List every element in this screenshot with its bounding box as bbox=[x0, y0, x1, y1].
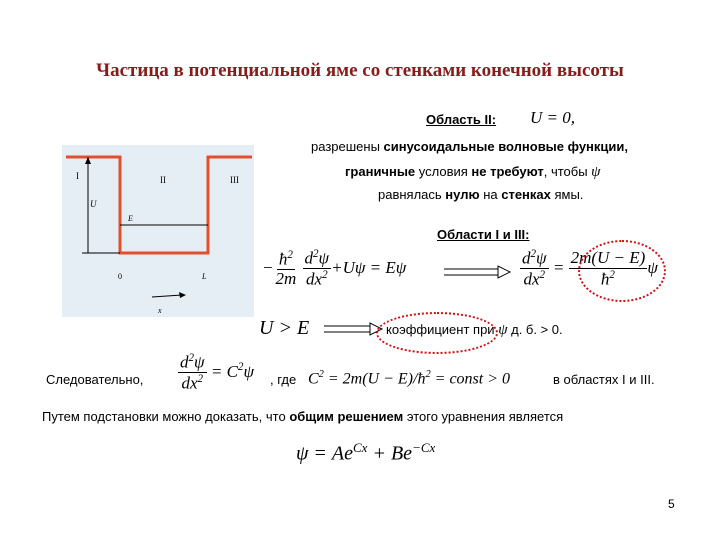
region2-line2-d: , чтобы bbox=[543, 164, 592, 179]
region2-condition-text: U = 0, bbox=[530, 108, 575, 127]
x-axis-arrow bbox=[179, 292, 186, 298]
implication-arrow-1 bbox=[442, 265, 512, 279]
page-number: 5 bbox=[668, 497, 675, 511]
consequently-label: Следовательно, bbox=[46, 372, 144, 387]
coef-text-b: д. б. > 0. bbox=[507, 322, 563, 337]
region2-line1-b: синусоидальные волновые функции, bbox=[383, 139, 629, 154]
highlight-circle-coefficient bbox=[376, 312, 498, 354]
region2-line2-a: граничные bbox=[345, 164, 419, 179]
plus-u-psi: +Uψ = Eψ bbox=[331, 257, 407, 277]
energy-label: E bbox=[128, 214, 133, 223]
implication-arrow-2 bbox=[322, 322, 384, 336]
region-label-2: II bbox=[160, 175, 166, 185]
x-origin-label: 0 bbox=[118, 272, 122, 281]
regions-text: в областях I и III. bbox=[553, 372, 655, 387]
x-axis-line bbox=[152, 295, 182, 297]
d2psi-fraction: $\frac{d^2\psi}{dx^2}$ bbox=[304, 248, 330, 289]
y-label: U bbox=[90, 199, 97, 209]
region2-line3-a: равнялась bbox=[378, 187, 446, 202]
region2-line2-b: условия bbox=[418, 164, 472, 179]
region2-line3-c: на bbox=[479, 187, 502, 202]
highlight-circle-coef bbox=[578, 240, 666, 302]
region2-condition bbox=[530, 108, 575, 128]
schrodinger-equation: − $\frac{ħ^2}{2m}$ $\frac{d^2\psi}{dx^2}$ +Uψ = Eψ bbox=[262, 248, 407, 289]
region2-line2 bbox=[345, 164, 600, 181]
hbar-fraction: $\frac{ħ^2}{2m}$ bbox=[275, 248, 297, 289]
c2-equation: $\frac{d^2\psi}{dx^2}$ = $C^2\psi$ bbox=[180, 352, 254, 393]
region2-line3-d: стенках bbox=[501, 187, 551, 202]
region2-line1 bbox=[311, 139, 628, 154]
u-greater-e: U > E bbox=[259, 317, 310, 339]
where-text: , где bbox=[270, 372, 297, 387]
general-solution: $\psi = Ae^{Cx} + Be^{-Cx}$ bbox=[296, 440, 436, 465]
region2-line1-a: разрешены bbox=[311, 139, 384, 154]
region-label-3: III bbox=[230, 175, 239, 185]
region2-line2-c: не требуют bbox=[471, 164, 544, 179]
region2-line3-b: нулю bbox=[445, 187, 480, 202]
c2-definition: $C^2 = 2m(U$ − $E)/ħ^2$ = const > 0 bbox=[308, 369, 511, 388]
potential-well-svg bbox=[62, 145, 254, 317]
substitution-text: Путем подстановки можно доказать, что общим решением этого уравнения является bbox=[42, 409, 564, 424]
psi-symbol: ψ bbox=[591, 164, 601, 180]
x-axis-label: x bbox=[158, 306, 162, 315]
regions13-label-wrap bbox=[437, 227, 530, 242]
coef-statement: коэффициент при ψ д. б. > 0. bbox=[386, 322, 563, 338]
potential-well-diagram bbox=[62, 145, 254, 317]
x-end-label: L bbox=[202, 272, 207, 281]
region-label-1: I bbox=[76, 171, 79, 181]
region2-label-wrap bbox=[426, 112, 496, 127]
coef-fraction: $\frac{2m(U - E)}{ħ^2}$ bbox=[570, 247, 646, 289]
second-derivative-equation: $\frac{d^2\psi}{dx^2}$ = $\frac{2m(U - E)}{ħ^2}$ ψ bbox=[522, 247, 658, 289]
coef-text-a: коэффициент при bbox=[386, 322, 499, 337]
region2-label: Область II: bbox=[426, 112, 497, 127]
slide-title: Частица в потенциальной яме со стенками конечной высоты bbox=[96, 60, 624, 81]
region2-line3-e: ямы. bbox=[550, 187, 584, 202]
region2-line3 bbox=[378, 187, 583, 202]
regions13-label: Области I и III: bbox=[437, 227, 530, 242]
